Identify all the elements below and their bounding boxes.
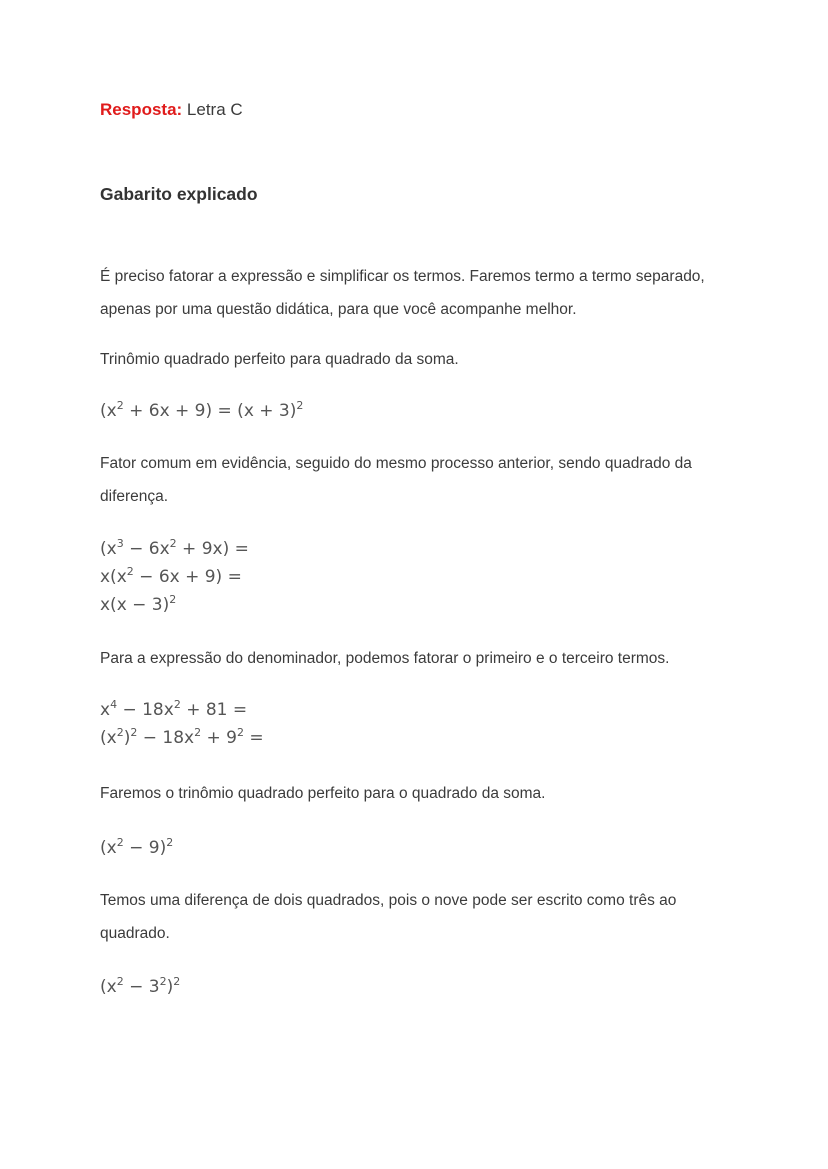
math-line: $(x^2 - 3^2)^2$ [100, 975, 181, 997]
paragraph-trinomio-soma: Faremos o trinômio quadrado perfeito para o quadrado da soma. [100, 785, 546, 802]
math-line: $x(x - 3)^2$ [100, 593, 177, 615]
math-square-sum [100, 397, 303, 425]
math-line: $(x^2 - 9)^2$ [100, 836, 174, 858]
math-square-minus-nine [100, 834, 173, 862]
paragraph-fator-comum: Fator comum em evidência, seguido do mesmo processo anterior, sendo quadrado da diferença. [100, 455, 692, 505]
answer-label: Resposta: [100, 100, 183, 119]
math-factor-common [100, 535, 249, 619]
math-denominator [100, 696, 264, 752]
paragraph-intro: É preciso fatorar a expressão e simplificar os termos. Faremos termo a termo separado, apenas por uma questão didática, para que você acompanhe melhor. [100, 268, 705, 318]
math-difference-squares [100, 973, 180, 1001]
math-line: $(x^3 - 6x^2 + 9x)$ = [100, 537, 249, 559]
math-line: $x^4 - 18x^2 + 81$ = [100, 698, 248, 720]
paragraph-trinomio: Trinômio quadrado perfeito para quadrado da soma. [100, 351, 459, 368]
answer-value: Letra C [182, 100, 243, 119]
paragraph-diferenca-quadrados: Temos uma diferença de dois quadrados, pois o nove pode ser escrito como três ao quadrado. [100, 892, 677, 942]
math-line: $(x^2 + 6x + 9) = (x + 3)^2$ [100, 399, 304, 421]
math-line: $x(x^2 - 6x + 9)$ = [100, 565, 242, 587]
answer-line [100, 100, 243, 120]
section-heading: Gabarito explicado [100, 184, 258, 204]
math-line: $(x^2)^2 - 18x^2 + 9^2$ = [100, 726, 264, 748]
paragraph-denominador: Para a expressão do denominador, podemos fatorar o primeiro e o terceiro termos. [100, 650, 670, 667]
